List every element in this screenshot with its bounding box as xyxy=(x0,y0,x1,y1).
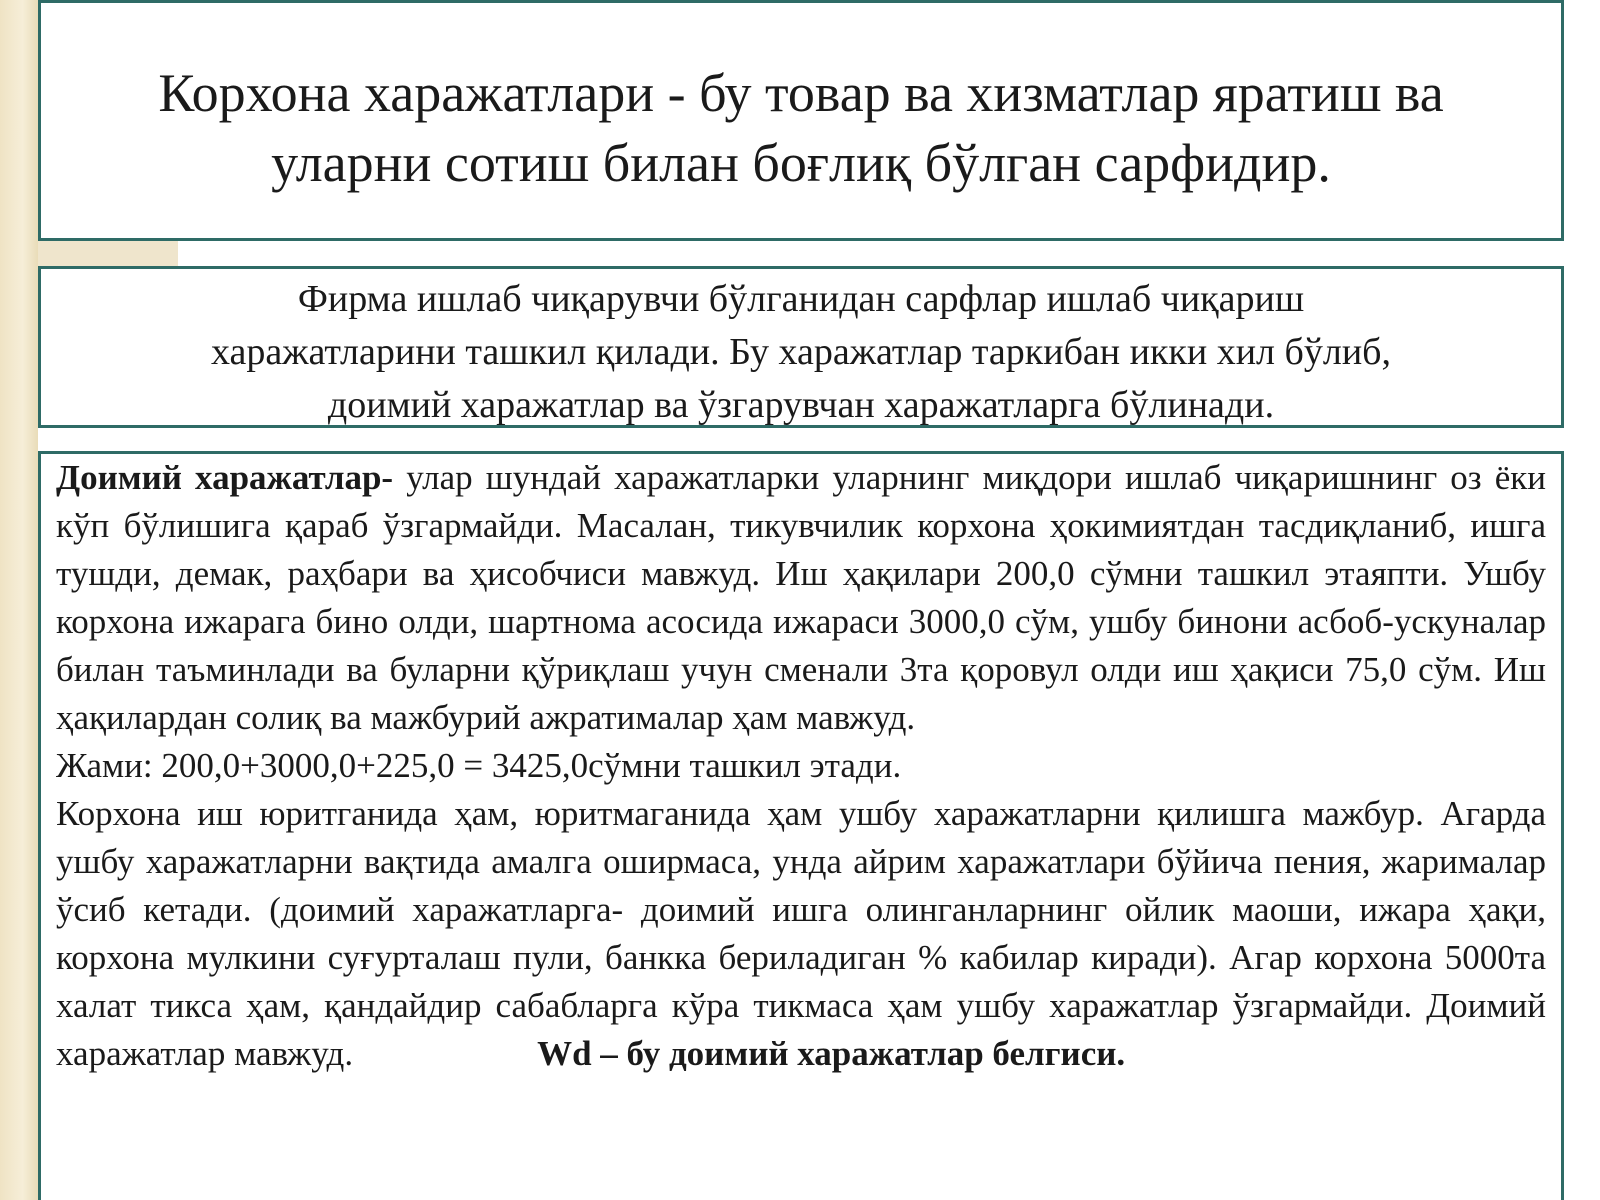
body-paragraph-1-text: улар шундай харажатларки уларнинг миқдори ишлаб чиқаришнинг оз ёки кўп бўлишига қараб ўзгармайди. Масалан, тикувчилик корхона ҳокимиятдан тасдиқланиб, ишга тушди, демак, раҳбари ва ҳисобчиси мавжуд. Иш ҳақилари 200,0 сўмни ташкил этаяпти. Ушбу корхона ижарага бино олди, шартнома асосида ижараси 3000,0 сўм, ушбу бинони асбоб-ускуналар билан таъминлади ва буларни қўриқлаш учун сменали 3та қоровул олди иш ҳақиси 75,0 сўм. Иш ҳақилардан солиқ ва мажбурий ажратималар ҳам мавжуд. xyxy=(56,458,1546,737)
body-box xyxy=(38,451,1564,1200)
intro-text xyxy=(81,273,1521,432)
title-box xyxy=(38,0,1564,241)
body-paragraph-3 xyxy=(56,790,1546,1078)
title-line-1: Корхона харажатлари - бу товар ва хизматлар яратиш ва xyxy=(158,63,1444,123)
intro-box xyxy=(38,266,1564,428)
left-decor-strip xyxy=(0,0,38,1200)
page-title xyxy=(81,58,1521,198)
body-paragraph-1 xyxy=(56,454,1546,742)
title-line-2: уларни сотиш билан боғлиқ бўлган сарфидир. xyxy=(271,133,1331,193)
term-heading: Доимий харажатлар- xyxy=(56,458,394,497)
intro-line-3: доимий харажатлар ва ўзгарувчан харажатларга бўлинади. xyxy=(327,384,1275,426)
body-text xyxy=(56,454,1546,1078)
intro-line-1: Фирма ишлаб чиқарувчи бўлганидан сарфлар ишлаб чиқариш xyxy=(297,278,1305,320)
intro-line-2: харажатларини ташкил қилади. Бу харажатлар таркибан икки хил бўлиб, xyxy=(211,331,1391,373)
body-paragraph-2: Жами: 200,0+3000,0+225,0 = 3425,0сўмни ташкил этади. xyxy=(56,746,902,785)
body-paragraph-3-text: Корхона иш юритганида ҳам, юритмаганида ҳам ушбу харажатларни қилишга мажбур. Агарда ушбу харажатларни вақтида амалга оширмаса, унда айрим харажатлари бўйича пения, жарималар ўсиб кетади. (доимий харажатларга- доимий ишга олинганларнинг ойлик маоши, ижара ҳақи, корхона мулкини суғурталаш пули, банкка бериладиган % кабилар киради). Агар корхона 5000та халат тикса ҳам, қандайдир сабабларга кўра тикмаса ҳам ушбу харажатлар ўзгармайди. Доимий харажатлар мавжуд. xyxy=(56,794,1546,1073)
signature-note: Wd – бу доимий харажатлар белгиси. xyxy=(537,1034,1126,1073)
